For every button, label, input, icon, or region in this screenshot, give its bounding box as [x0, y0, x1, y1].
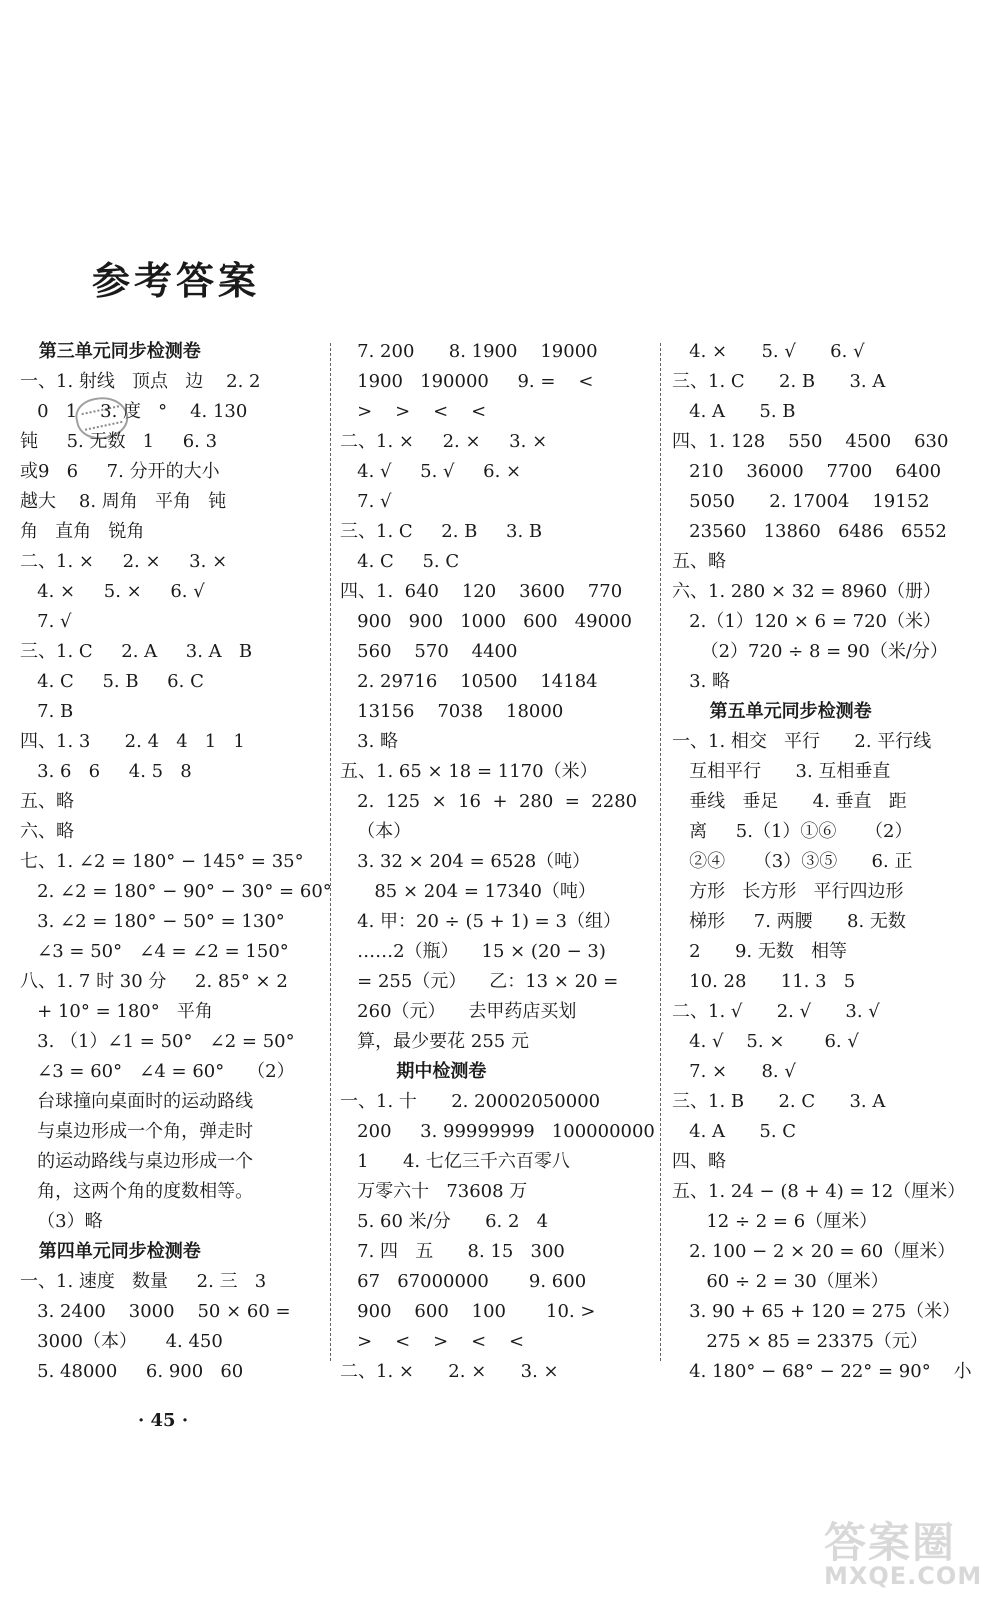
- answer-line: > < > < <: [340, 1331, 525, 1352]
- answer-line: 7. √: [340, 491, 392, 512]
- answer-line: 2 9. 无数 相等: [672, 941, 848, 962]
- answer-line: 0 1 3. 度 ° 4. 130: [20, 401, 248, 422]
- column-divider: [330, 343, 331, 1361]
- answer-line: ……2（瓶） 15 × (20 − 3): [340, 941, 606, 962]
- answer-line: 垂线 垂足 4. 垂直 距: [672, 791, 907, 812]
- answer-line: 4. A 5. C: [672, 1121, 797, 1142]
- answer-line: （本）: [340, 821, 412, 842]
- answer-line: 台球撞向桌面时的运动路线: [20, 1091, 254, 1112]
- answer-line: 260（元） 去甲药店买划: [340, 1001, 577, 1022]
- answer-line: 4. C 5. C: [340, 551, 460, 572]
- section-heading: 期中检测卷: [340, 1061, 487, 1082]
- answer-line: 4. √ 5. × 6. √: [672, 1031, 859, 1052]
- answer-line: 梯形 7. 两腰 8. 无数: [672, 911, 906, 932]
- answer-line: 2.（1）120 × 6 = 720（米）: [672, 611, 942, 632]
- answer-line: 7. √: [20, 611, 72, 632]
- answer-line: 60 ÷ 2 = 30（厘米）: [672, 1271, 889, 1292]
- answer-line: 越大 8. 周角 平角 钝: [20, 491, 227, 512]
- answer-line: 900 600 100 10. >: [340, 1301, 596, 1322]
- answer-column-2: [340, 337, 655, 1387]
- answer-line: 210 36000 7700 6400: [672, 461, 942, 482]
- answer-line: 二、1. × 2. × 3. ×: [340, 431, 548, 452]
- answer-line: 钝 5. 无数 1 6. 3: [20, 431, 218, 452]
- answer-line: 二、1. √ 2. √ 3. √: [672, 1001, 880, 1022]
- page-title: 参考答案: [92, 258, 261, 303]
- answer-line: 67 67000000 9. 600: [340, 1271, 587, 1292]
- answer-line: 85 × 204 = 17340（吨）: [340, 881, 596, 902]
- answer-line: 三、1. C 2. B 3. A: [672, 371, 886, 392]
- answer-line: 5. 60 米/分 6. 2 4: [340, 1211, 549, 1232]
- answer-column-1: [20, 337, 332, 1387]
- answer-line: 3000（本） 4. 450: [20, 1331, 223, 1352]
- answer-line: 八、1. 7 时 30 分 2. 85° × 2: [20, 971, 288, 992]
- answer-line: 角 直角 锐角: [20, 521, 145, 542]
- answer-line: 7. 200 8. 1900 19000: [340, 341, 598, 362]
- answer-line: 1 4. 七亿三千六百零八: [340, 1151, 570, 1172]
- answer-line: 23560 13860 6486 6552: [672, 521, 947, 542]
- watermark-logo-text: 答案圈: [824, 1518, 957, 1567]
- page-number: · 45 ·: [138, 1410, 189, 1431]
- answer-line: 2. 125 × 16 + 280 = 2280: [340, 791, 638, 812]
- answer-line: + 10° = 180° 平角: [20, 1001, 213, 1022]
- answer-line: 方形 长方形 平行四边形: [672, 881, 904, 902]
- answer-line: 3. 略: [340, 731, 399, 752]
- answer-line: 四、略: [672, 1151, 726, 1172]
- answer-line: 560 570 4400: [340, 641, 518, 662]
- answer-line: 五、略: [672, 551, 726, 572]
- answer-line: 一、1. 相交 平行 2. 平行线: [672, 731, 932, 752]
- answer-line: 万零六十 73608 万: [340, 1181, 528, 1202]
- answer-line: 五、略: [20, 791, 74, 812]
- answer-line: 3. ∠2 = 180° − 50° = 130°: [20, 911, 285, 932]
- answer-line: 3. 略: [672, 671, 731, 692]
- answer-line: 七、1. ∠2 = 180° − 145° = 35°: [20, 851, 304, 872]
- answer-line: 2. 100 − 2 × 20 = 60（厘米）: [672, 1241, 956, 1262]
- answer-line: 三、1. C 2. B 3. B: [340, 521, 543, 542]
- answer-line: 的运动路线与桌边形成一个: [20, 1151, 254, 1172]
- answer-line: ②④ （3）③⑤ 6. 正: [672, 851, 913, 872]
- answer-line: 二、1. × 2. × 3. ×: [340, 1361, 559, 1382]
- answer-line: 一、1. 十 2. 20002050000: [340, 1091, 601, 1112]
- answer-line: （3）略: [20, 1211, 103, 1232]
- answer-line: 六、略: [20, 821, 74, 842]
- answer-line: ∠3 = 60° ∠4 = 60° （2）: [20, 1061, 295, 1082]
- watermark-domain: MXQE.COM: [824, 1562, 983, 1590]
- answer-line: 275 × 85 = 23375（元）: [672, 1331, 928, 1352]
- answer-line: 200 3. 99999999 100000000: [340, 1121, 655, 1142]
- answer-line: 三、1. C 2. A 3. A B: [20, 641, 253, 662]
- answer-line: > > < <: [340, 401, 487, 422]
- answer-line: ∠3 = 50° ∠4 = ∠2 = 150°: [20, 941, 289, 962]
- answer-line: 3. 2400 3000 50 × 60 =: [20, 1301, 291, 1322]
- answer-line: 算，最少要花 255 元: [340, 1031, 529, 1052]
- answer-line: 7. B: [20, 701, 74, 722]
- answer-line: 10. 28 11. 3 5: [672, 971, 856, 992]
- answer-column-3: [672, 337, 982, 1387]
- answer-line: 4. C 5. B 6. C: [20, 671, 204, 692]
- answer-line: 四、1. 640 120 3600 770: [340, 581, 623, 602]
- answer-line: 13156 7038 18000: [340, 701, 564, 722]
- answer-line: 12 ÷ 2 = 6（厘米）: [672, 1211, 878, 1232]
- answer-line: 五、1. 65 × 18 = 1170（米）: [340, 761, 598, 782]
- answer-line: 4. √ 5. √ 6. ×: [340, 461, 522, 482]
- column-divider: [660, 343, 661, 1361]
- answer-line: 7. × 8. √: [672, 1061, 796, 1082]
- answer-line: 六、1. 280 × 32 = 8960（册）: [672, 581, 942, 602]
- answer-line: 3. 6 6 4. 5 8: [20, 761, 192, 782]
- answer-line: 四、1. 128 550 4500 630: [672, 431, 949, 452]
- answer-line: 4. × 5. √ 6. √: [672, 341, 865, 362]
- answer-line: 三、1. B 2. C 3. A: [672, 1091, 886, 1112]
- answer-line: 一、1. 速度 数量 2. 三 3: [20, 1271, 267, 1292]
- answer-line: 4. 甲：20 ÷ (5 + 1) = 3（组）: [340, 911, 621, 932]
- answer-line: 角，这两个角的度数相等。: [20, 1181, 254, 1202]
- answer-line: 2. ∠2 = 180° − 90° − 30° = 60°: [20, 881, 332, 902]
- answer-line: 二、1. × 2. × 3. ×: [20, 551, 228, 572]
- answer-line: 4. × 5. × 6. √: [20, 581, 205, 602]
- answer-line: 900 900 1000 600 49000: [340, 611, 632, 632]
- answer-line: 4. 180° − 68° − 22° = 90° 小: [672, 1361, 972, 1382]
- answer-line: 5050 2. 17004 19152: [672, 491, 930, 512]
- answer-line: 3. 32 × 204 = 6528（吨）: [340, 851, 591, 872]
- answer-line: = 255（元） 乙：13 × 20 =: [340, 971, 619, 992]
- section-heading: 第五单元同步检测卷: [672, 701, 872, 722]
- section-heading: 第四单元同步检测卷: [20, 1241, 201, 1262]
- answer-line: 一、1. 射线 顶点 边 2. 2: [20, 371, 261, 392]
- answer-line: 离 5.（1）①⑥ （2）: [672, 821, 913, 842]
- answer-line: 四、1. 3 2. 4 4 1 1: [20, 731, 245, 752]
- answer-line: 互相平行 3. 互相垂直: [672, 761, 891, 782]
- answer-line: 1900 190000 9. = <: [340, 371, 594, 392]
- section-heading: 第三单元同步检测卷: [20, 341, 201, 362]
- answer-line: 或9 6 7. 分开的大小: [20, 461, 220, 482]
- answer-line: 3. （1）∠1 = 50° ∠2 = 50°: [20, 1031, 295, 1052]
- answer-line: 3. 90 + 65 + 120 = 275（米）: [672, 1301, 961, 1322]
- answer-line: （2）720 ÷ 8 = 90（米/分）: [672, 641, 948, 662]
- answer-line: 2. 29716 10500 14184: [340, 671, 598, 692]
- answer-line: 5. 48000 6. 900 60: [20, 1361, 244, 1382]
- answer-line: 五、1. 24 − (8 + 4) = 12（厘米）: [672, 1181, 966, 1202]
- answer-line: 与桌边形成一个角，弹走时: [20, 1121, 254, 1142]
- answer-line: 7. 四 五 8. 15 300: [340, 1241, 565, 1262]
- answer-line: 4. A 5. B: [672, 401, 796, 422]
- watermark-logo: [818, 1510, 988, 1594]
